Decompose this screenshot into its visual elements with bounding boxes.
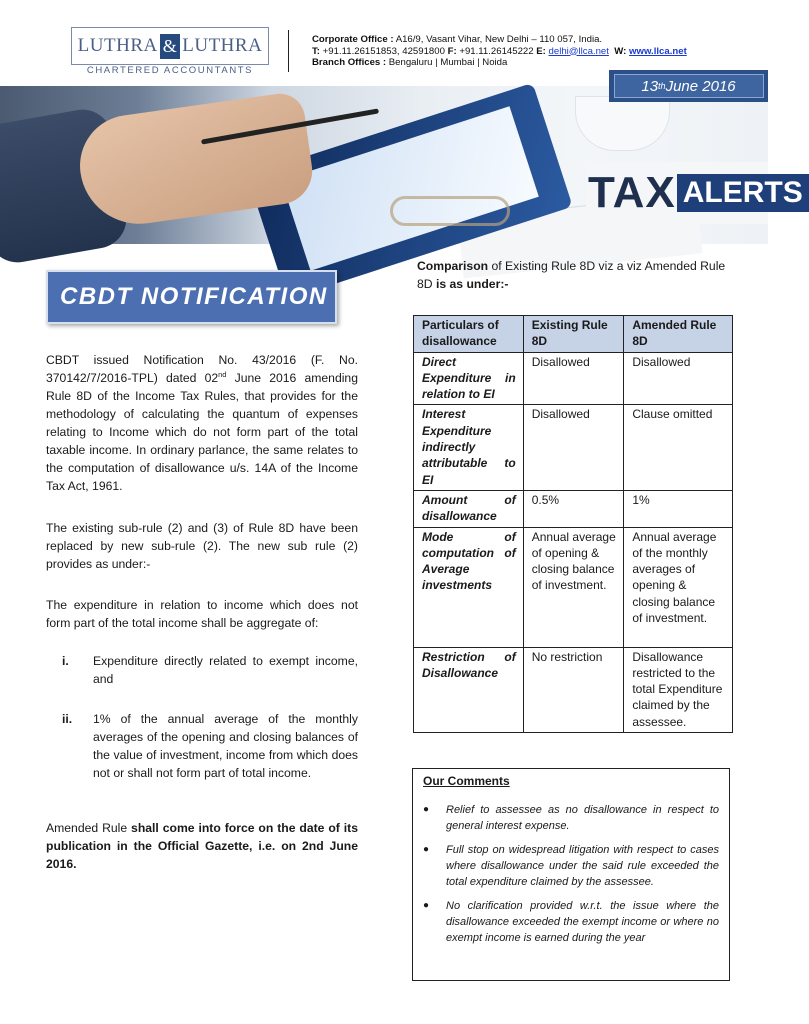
bullet-icon: ● <box>423 844 430 855</box>
comparison-intro-mid: of Existing Rule 8D viz a viz Amended Rule 8D <box>417 259 726 291</box>
date-text <box>614 74 764 98</box>
table-cell-label: Amount of disallowance <box>414 490 524 527</box>
email-link[interactable]: delhi@llca.net <box>548 45 609 57</box>
paragraph-aggregate: The expenditure in relation to income which does not form part of the total income shall be aggregate of: <box>46 598 358 630</box>
corporate-office-line <box>312 34 687 46</box>
table-cell: Annual average of the monthly averages of opening & closing balance of investment. <box>624 527 733 647</box>
table-cell: Disallowed <box>523 405 624 490</box>
website-link[interactable]: www.llca.net <box>629 45 687 57</box>
table-cell: No restriction <box>523 647 624 732</box>
table-cell: Clause omitted <box>624 405 733 490</box>
table-cell: Annual average of opening & closing balance of investment. <box>523 527 624 647</box>
paragraph-effective-date <box>46 819 358 873</box>
website-label: W: <box>614 45 627 57</box>
list-item-number: ii. <box>62 712 73 726</box>
branch-label: Branch Offices : <box>312 57 387 68</box>
branch-value: Bengaluru | Mumbai | Noida <box>386 57 508 68</box>
table-row <box>414 352 733 405</box>
logo-word-left: LUTHRA <box>77 35 158 56</box>
logo-subtitle: CHARTERED ACCOUNTANTS <box>86 65 254 76</box>
paragraph-notification-part-b: June 2016 amending Rule 8D of the Income Tax Rules, that provides for the methodology of calculating the quantum of expenses relating to Income which do not form part of the total taxable income. In ordinary parlance, the same relates to the computation of disallowance u/s. 14A of the Income Tax Act, 1961. <box>46 371 358 493</box>
corporate-office-label: Corporate Office : <box>312 34 394 45</box>
firm-logo <box>71 27 269 65</box>
table-cell: Disallowed <box>523 352 624 405</box>
paragraph-effective-date-bold: shall come into force on the date of its publication in the Official Gazette, i.e. on 2nd June 2016. <box>46 821 358 871</box>
coffee-cup-shape <box>575 96 670 151</box>
comment-text: Full stop on widespread litigation with respect to cases where disallowance under the said rule exceeded the total expenditure claimed by the assessee. <box>446 844 719 888</box>
phone-label: T: <box>312 45 320 57</box>
table-cell-label: Interest Expenditure indirectly attributable to EI <box>414 405 524 490</box>
bullet-icon: ● <box>423 804 430 815</box>
comment-text: No clarification provided w.r.t. the issue where the disallowance exceeded the exempt income or where no exempt income is earned during the year <box>446 900 719 944</box>
list-item <box>423 802 719 834</box>
our-comments-box <box>412 768 730 981</box>
date-badge <box>609 70 768 102</box>
table-cell: Disallowed <box>624 352 733 405</box>
tax-alerts-logo <box>586 162 803 224</box>
list-item-number: i. <box>62 654 69 668</box>
list-item <box>423 842 719 890</box>
table-cell: 1% <box>624 490 733 527</box>
date-month-year: June 2016 <box>665 77 736 95</box>
list-item-text: Expenditure directly related to exempt income, and <box>93 654 358 686</box>
fax-label: F: <box>447 45 457 57</box>
comparison-table <box>413 315 733 733</box>
phone-line <box>312 46 687 58</box>
section-heading: CBDT NOTIFICATION <box>60 283 328 310</box>
our-comments-title: Our Comments <box>423 774 510 788</box>
table-cell: 0.5% <box>523 490 624 527</box>
phone-value: +91.11.26151853, 42591800 <box>320 45 448 57</box>
table-header-cell: Existing Rule 8D <box>523 316 624 353</box>
alerts-word: ALERTS <box>677 174 809 212</box>
comparison-intro-end: is as under:- <box>435 277 509 291</box>
list-item-text: 1% of the annual average of the monthly averages of the opening and closing balances of the value of investment, income from which does not or shall not form part of total income. <box>93 712 358 780</box>
table-cell-label: Direct Expenditure in relation to EI <box>414 352 524 405</box>
comparison-intro <box>417 257 735 293</box>
list-item <box>423 898 719 946</box>
corporate-office-address: A16/9, Vasant Vihar, New Delhi – 110 057, India. <box>393 34 603 45</box>
bullet-icon: ● <box>423 900 430 911</box>
date-day: 13 <box>641 77 659 95</box>
table-header-cell: Amended Rule 8D <box>624 316 733 353</box>
paragraph-effective-date-lead: Amended Rule <box>46 821 132 835</box>
glasses-shape <box>390 196 510 226</box>
fax-value: +91.11.26145222 <box>456 45 537 57</box>
paragraph-notification-part-a: CBDT issued Notification No. 43/2016 (F. No. 370142/7/2016-TPL) dated 02 <box>46 353 358 385</box>
table-cell-label: Mode of computation of Average investments <box>414 527 524 647</box>
table-row <box>414 527 733 647</box>
header-divider <box>288 30 289 72</box>
logo-ampersand: & <box>160 34 181 59</box>
paragraph-notification <box>46 351 358 495</box>
email-label: E: <box>536 45 546 57</box>
contact-block <box>312 34 687 69</box>
table-cell-label: Restriction of Disallowance <box>414 647 524 732</box>
branch-line <box>312 57 687 69</box>
paragraph-notification-sup: nd <box>218 369 227 379</box>
table-cell: Disallowance restricted to the total Expenditure claimed by the assessee. <box>624 647 733 732</box>
date-suffix: th <box>658 81 666 91</box>
table-header-cell: Particulars of disallowance <box>414 316 524 353</box>
paragraph-subrule: The existing sub-rule (2) and (3) of Rule 8D have been replaced by new sub-rule (2). The new sub rule (2) provides as under:- <box>46 521 358 571</box>
table-header-row <box>414 316 733 353</box>
comparison-intro-bold: Comparison <box>417 259 489 273</box>
tax-word: TAX <box>588 168 676 217</box>
table-row <box>414 647 733 732</box>
table-row <box>414 490 733 527</box>
table-row <box>414 405 733 490</box>
section-heading-box <box>46 270 337 324</box>
comment-text: Relief to assessee as no disallowance in respect to general interest expense. <box>446 804 719 832</box>
logo-word-right: LUTHRA <box>182 35 263 56</box>
